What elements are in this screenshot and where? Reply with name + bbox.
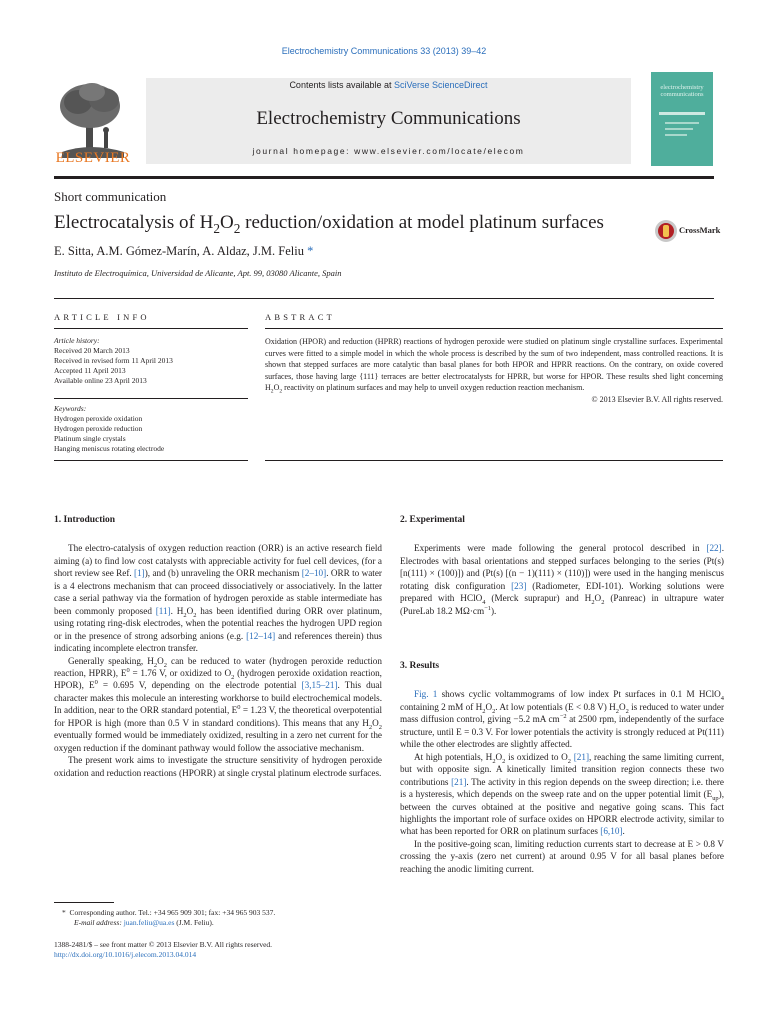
history-item: Accepted 11 April 2013 bbox=[54, 366, 126, 375]
email-link[interactable]: juan.feliu@ua.es bbox=[123, 918, 175, 927]
citation-link[interactable]: [21] bbox=[573, 751, 590, 762]
results-paragraph-2: At high potentials, $H_2O_2$ is oxidized to $O_2$ [21], reaching the same limiting current, but with opposite sign. A kinetically limited transition region connects these two contributions [21]. The activity in this region depends on the sweep direction; i.e. there is a hysteresis, which depends on the sweep rate and on the upper potential limit $(E_{up})$, between the curves obtained at the positive and negative going scans. This fact highlights the important role of surface oxides on HPORR electrode activity, similar to what has been reported for ORR on platinum surfaces [6,10]. bbox=[400, 751, 725, 837]
issn-line: 1388-2481/$ – see front matter © 2013 Elsevier B.V. All rights reserved. bbox=[54, 940, 273, 949]
abstract-bottom-rule bbox=[265, 460, 723, 461]
intro-paragraph-2: Generally speaking, $H_2O_2$ can be reduced to water (hydrogen peroxide reduction reaction, HPRR), $E^0 = 1.76$ V, or oxidized to $O_2$ (hydrogen peroxide oxidation reaction, HPOR), $E^0 = 0.695$ V, depending on the electrode potential [3,15–21]. This dual character makes this molecule an interesting workhorse to build electrochemical models. In addition, near to the ORR standard potential, $E^0 = 1.23$ V, the theoretical overpotential for HPOR is high (more than 0.5 V in standard conditions). This means that any $H_2O_2$ eventually formed would be immediately oxidized, resulting in a zero net current for the oxygen reduction if the dominant pathway would follow the associative mechanism. bbox=[54, 655, 382, 753]
abstract-text: Oxidation (HPOR) and reduction (HPRR) reactions of hydrogen peroxide were studied on platinum single crystalline surfaces. Experimental curves were fitted to a simple model in which the whole process is described by the sum of two independent, mass controlled reactions. It is shown that stepped surfaces are more catalytic than basal planes for both HPOR and HPRR reactions. On the contrary, on oxide covered surfaces, those having large {111} terraces are better electrocatalysts for HPRR, but worse for HPOR. These results shed light concerning $H_2O_2$ reactivity on platinum surfaces and may help to unveil oxygen reduction reaction mechanism. © 2013 Elsevier B.V. All rights reserved. bbox=[265, 337, 723, 404]
introduction-heading: 1. Introduction bbox=[54, 515, 116, 525]
sciencedirect-link[interactable]: SciVerse ScienceDirect bbox=[394, 80, 488, 90]
header-divider bbox=[54, 298, 714, 299]
keywords-label: Keywords: bbox=[54, 404, 87, 413]
journal-title: Electrochemistry Communications bbox=[256, 108, 521, 129]
article-info-heading: ARTICLE INFO bbox=[54, 312, 150, 322]
footnote-rule bbox=[54, 902, 114, 903]
experimental-heading: 2. Experimental bbox=[400, 515, 465, 525]
citation-link[interactable]: [23] bbox=[511, 580, 527, 591]
citation-link[interactable]: [1] bbox=[134, 568, 145, 579]
keyword-item: Hydrogen peroxide oxidation bbox=[54, 414, 143, 423]
intro-paragraph-3: The present work aims to investigate the structure sensitivity of hydrogen peroxide oxidation and reduction reactions (HPORR) at single crystal platinum electrode surfaces. bbox=[54, 755, 382, 778]
crossmark-badge[interactable] bbox=[654, 218, 722, 244]
experimental-section bbox=[400, 514, 724, 617]
article-title: Electrocatalysis of $H_2O_2$ reduction/oxidation at model platinum surfaces bbox=[54, 212, 604, 236]
elsevier-wordmark: ELSEVIER bbox=[55, 150, 131, 166]
citation-link[interactable]: [22] bbox=[706, 543, 722, 554]
citation-link[interactable]: [11] bbox=[155, 605, 171, 616]
history-item: Received in revised form 11 April 2013 bbox=[54, 356, 173, 365]
citation-link[interactable]: [6,10] bbox=[600, 826, 623, 837]
keywords bbox=[54, 404, 248, 454]
results-paragraph-1: Fig. 1 shows cyclic voltammograms of low index Pt surfaces in 0.1 M HClO$_4$ containing 2 mM of $H_2O_2$. At low potentials (E < 0.8 V) $H_2O_2$ is reduced to water under mass diffusion control, giving −5.2 mA $cm^{-2}$ at 2500 rpm, independently of the surface structure, until E = 0.3 V. For lower potentials the activity is strongly reduced at Pt(111) while the other electrodes are slightly affected. bbox=[400, 689, 725, 750]
contents-line: Contents lists available at SciVerse ScienceDirect bbox=[289, 80, 488, 90]
citation-link[interactable]: [3,15–21] bbox=[301, 680, 338, 691]
journal-cover-thumbnail[interactable] bbox=[651, 72, 713, 166]
keyword-item: Hydrogen peroxide reduction bbox=[54, 424, 143, 433]
journal-reference[interactable]: Electrochemistry Communications 33 (2013) 39–42 bbox=[281, 46, 487, 56]
journal-homepage: journal homepage: www.elsevier.com/locate/elecom bbox=[252, 146, 525, 156]
doi-link[interactable]: http://dx.doi.org/10.1016/j.elecom.2013.04.014 bbox=[54, 950, 197, 959]
keyword-item: Platinum single crystals bbox=[54, 434, 126, 443]
article-info-bottom-rule bbox=[54, 460, 248, 461]
journal-banner bbox=[146, 78, 631, 164]
affiliation: Instituto de Electroquímica, Universidad de Alicante, Apt. 99, 03080 Alicante, Spain bbox=[54, 268, 342, 278]
experimental-paragraph: Experiments were made following the general protocol described in [22]. Electrodes with basal orientations and stepped surfaces belonging to the series (Pt(s) [n(111) × (100)]) and (Pt(s) [(n − 1)(111) × (110)]) were used in the hanging meniscus rotating disk configuration [23] (Radiometer, EDI-101). Working solutions were prepared with HClO$_4$ (Merck suprapur) and $H_2O_2$ (Panreac) in ultrapure water (PureLab 18.2 $M\Omega\cdot cm^{-1}$). bbox=[400, 543, 724, 616]
intro-paragraph-1: The electro-catalysis of oxygen reduction reaction (ORR) is an active research field aiming (a) to find low cost catalysts with appreciable activity for fuel cell devices, (for a short review see Ref. [1]), and (b) unraveling the ORR mechanism [2–10]. ORR to water is a 4 electrons mechanism that can proceed dissociatively or associatively. In the latter case a serial pathway via the formation of hydrogen peroxide as stable intermediate has been commonly proposed [11]. $H_2O_2$ has been identified during ORR over platinum, using rotating ring-disk electrodes, when the potential reaches the hydrogen UPD region or in the presence of strong adsorbing anions (e.g. [12–14] and references therein) thus indicating incomplete electron transfer. bbox=[54, 543, 382, 654]
authors: E. Sitta, A.M. Gómez-Marín, A. Aldaz, J.M. Feliu * bbox=[54, 244, 314, 258]
citation-link[interactable]: [12–14] bbox=[246, 630, 276, 641]
cover-title: electrochemistry communications bbox=[660, 84, 704, 98]
corresponding-author-mark[interactable]: * bbox=[307, 244, 314, 258]
history-label: Article history: bbox=[54, 336, 100, 345]
crossmark-label: CrossMark bbox=[679, 225, 721, 235]
homepage-link[interactable]: www.elsevier.com/locate/elecom bbox=[354, 146, 525, 156]
citation-link[interactable]: [2–10] bbox=[301, 568, 327, 579]
crossmark-icon bbox=[654, 218, 678, 244]
abstract-rule bbox=[265, 328, 723, 329]
article-type: Short communication bbox=[54, 189, 167, 204]
results-section bbox=[400, 660, 724, 875]
abstract-copyright: © 2013 Elsevier B.V. All rights reserved. bbox=[591, 394, 723, 404]
history-item: Received 20 March 2013 bbox=[54, 346, 130, 355]
results-heading: 3. Results bbox=[400, 661, 440, 671]
email-note: E-mail address: juan.feliu@ua.es (J.M. Feliu). bbox=[74, 918, 214, 927]
introduction-section bbox=[54, 514, 382, 779]
citation-link[interactable]: [21] bbox=[451, 776, 467, 787]
front-matter bbox=[54, 940, 382, 960]
article-history bbox=[54, 336, 248, 386]
footnote bbox=[54, 908, 382, 928]
keywords-rule bbox=[54, 398, 248, 399]
results-paragraph-3: In the positive-going scan, limiting reduction currents start to decrease at E > 0.8 V crossing the y-axis (zero net current) at around 0.95 V for all basal planes before reaching the anodic limiting current. bbox=[400, 838, 724, 874]
article-info-rule bbox=[54, 328, 248, 329]
cover-graphic bbox=[659, 112, 705, 152]
corresponding-author-note: * Corresponding author. Tel.: +34 965 909 301; fax: +34 965 903 537. bbox=[62, 908, 276, 917]
masthead-rule bbox=[54, 176, 714, 179]
figure-link[interactable]: Fig. 1 bbox=[414, 689, 438, 700]
history-item: Available online 23 April 2013 bbox=[54, 376, 147, 385]
keyword-item: Hanging meniscus rotating electrode bbox=[54, 444, 165, 453]
masthead bbox=[54, 70, 714, 168]
abstract-heading: ABSTRACT bbox=[265, 312, 335, 322]
